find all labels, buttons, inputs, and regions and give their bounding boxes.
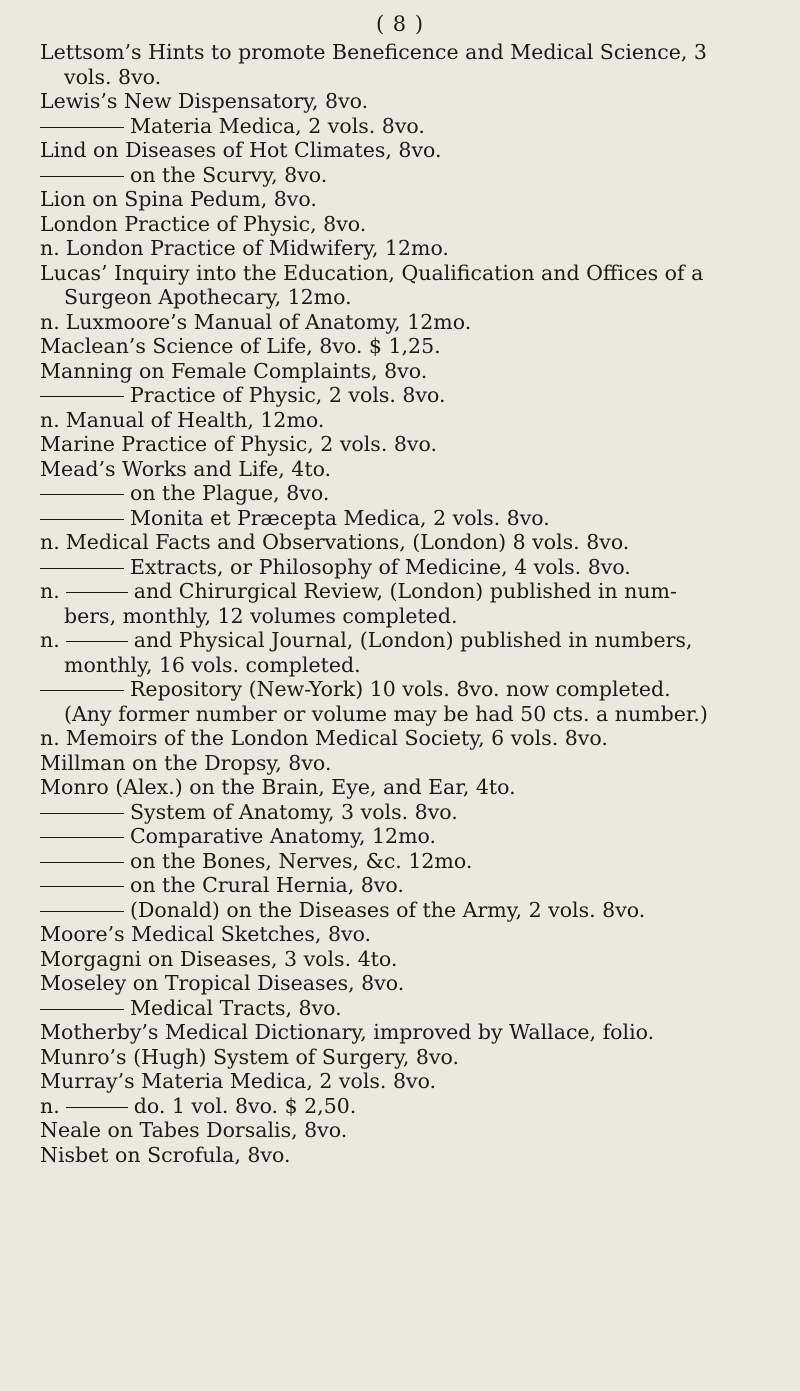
entry-text: Mead’s Works and Life, 4to. — [40, 456, 332, 481]
catalogue-entry — [40, 481, 788, 506]
entry-text: Lucas’ Inquiry into the Education, Qualification and Offices of a — [40, 260, 704, 285]
catalogue-entry — [40, 653, 788, 678]
entry-text: vols. 8vo. — [64, 64, 162, 89]
ditto-rule — [66, 1107, 128, 1108]
catalogue-entry — [40, 898, 788, 923]
catalogue-entry — [40, 359, 788, 384]
catalogue-entry — [40, 751, 788, 776]
entry-text: Murray’s Materia Medica, 2 vols. 8vo. — [40, 1069, 437, 1093]
entry-text: (Any former number or volume may be had 50 cts. a number.) — [64, 701, 708, 726]
entry-text: Lettsom’s Hints to promote Beneficence and Medical Science, 3 — [40, 40, 707, 64]
entry-text: Munro’s (Hugh) System of Surgery, 8vo. — [40, 1044, 460, 1069]
ditto-rule — [40, 396, 124, 397]
catalogue-entry — [40, 163, 788, 188]
catalogue-entry — [40, 996, 788, 1021]
catalogue-entry — [40, 1118, 788, 1143]
catalogue-entry — [40, 334, 788, 359]
entry-text: on the Scurvy, 8vo. — [130, 162, 328, 187]
catalogue-entry — [40, 579, 788, 604]
new-mark: n. — [40, 726, 60, 750]
entry-text: on the Plague, 8vo. — [130, 481, 330, 505]
catalogue-entry — [40, 1045, 788, 1070]
catalogue-entry — [40, 604, 788, 629]
entry-text: (Donald) on the Diseases of the Army, 2 vols. 8vo. — [130, 897, 646, 922]
catalogue-entry — [40, 628, 788, 653]
catalogue-entry — [40, 947, 788, 972]
entry-text: Practice of Physic, 2 vols. 8vo. — [130, 383, 446, 407]
ditto-rule — [40, 886, 124, 887]
entry-text: Lewis’s New Dispensatory, 8vo. — [40, 89, 369, 113]
new-mark: n. — [40, 309, 60, 334]
ditto-rule — [40, 494, 124, 495]
catalogue-entry — [40, 873, 788, 898]
catalogue-entry — [40, 212, 788, 237]
entry-text: Millman on the Dropsy, 8vo. — [40, 750, 332, 775]
ditto-rule — [40, 127, 124, 128]
catalogue-entry — [40, 285, 788, 310]
entry-text: Maclean’s Science of Life, 8vo. $ 1,25. — [40, 334, 441, 358]
entry-text: Memoirs of the London Medical Society, 6 vols. 8vo. — [65, 726, 608, 750]
catalogue-entry — [40, 89, 788, 114]
catalogue-entry — [40, 726, 788, 751]
entry-text: Repository (New-York) 10 vols. 8vo. now completed. — [130, 677, 671, 701]
ditto-rule — [66, 641, 128, 642]
entry-text: Nisbet on Scrofula, 8vo. — [40, 1142, 291, 1167]
entry-text: Medical Tracts, 8vo. — [130, 995, 342, 1020]
book-list — [40, 40, 788, 1167]
entry-text: System of Anatomy, 3 vols. 8vo. — [130, 799, 458, 824]
ditto-rule — [40, 690, 124, 691]
entry-text: Neale on Tabes Dorsalis, 8vo. — [40, 1118, 348, 1142]
entry-text: Moore’s Medical Sketches, 8vo. — [40, 922, 372, 946]
ditto-rule — [40, 176, 124, 177]
catalogue-entry — [40, 775, 788, 800]
entry-text: and Physical Journal, (London) published in numbers, — [133, 628, 693, 652]
entry-text: Monita et Præcepta Medica, 2 vols. 8vo. — [130, 505, 550, 530]
entry-text: Motherby’s Medical Dictionary, improved by Wallace, folio. — [40, 1020, 655, 1044]
catalogue-entry — [40, 40, 788, 65]
entry-text: Luxmoore’s Manual of Anatomy, 12mo. — [65, 309, 472, 334]
entry-text: and Chirurgical Review, (London) published in num- — [133, 579, 677, 603]
entry-text: Materia Medica, 2 vols. 8vo. — [130, 113, 425, 138]
entry-text: London Practice of Physic, 8vo. — [40, 211, 367, 236]
entry-text: Moseley on Tropical Diseases, 8vo. — [40, 971, 405, 995]
catalogue-entry — [40, 408, 788, 433]
new-mark: n. — [40, 579, 60, 603]
catalogue-entry — [40, 677, 788, 702]
catalogue-entry — [40, 1020, 788, 1045]
entry-text: Manning on Female Complaints, 8vo. — [40, 358, 428, 383]
new-mark: n. — [40, 407, 60, 432]
entry-text: on the Bones, Nerves, &c. 12mo. — [130, 848, 473, 873]
entry-text: Comparative Anatomy, 12mo. — [130, 824, 437, 848]
entry-text: Marine Practice of Physic, 2 vols. 8vo. — [40, 432, 437, 456]
ditto-rule — [40, 519, 124, 520]
catalogue-entry — [40, 824, 788, 849]
ditto-rule — [40, 837, 124, 838]
ditto-rule — [40, 1009, 124, 1010]
catalogue-entry — [40, 236, 788, 261]
catalogue-entry — [40, 432, 788, 457]
catalogue-entry — [40, 310, 788, 335]
catalogue-entry — [40, 383, 788, 408]
entry-text: Lind on Diseases of Hot Climates, 8vo. — [40, 138, 442, 162]
catalogue-entry — [40, 261, 788, 286]
catalogue-entry — [40, 971, 788, 996]
catalogue-entry — [40, 457, 788, 482]
entry-text: Surgeon Apothecary, 12mo. — [64, 285, 352, 309]
entry-text: Extracts, or Philosophy of Medicine, 4 vols. 8vo. — [130, 554, 631, 579]
catalogue-entry — [40, 530, 788, 555]
catalogue-entry — [40, 138, 788, 163]
ditto-rule — [40, 911, 124, 912]
catalogue-entry — [40, 506, 788, 531]
catalogue-entry — [40, 702, 788, 727]
entry-text: Morgagni on Diseases, 3 vols. 4to. — [40, 946, 398, 971]
ditto-rule — [40, 568, 124, 569]
ditto-rule — [66, 592, 128, 593]
catalogue-entry — [40, 114, 788, 139]
entry-text: Medical Facts and Observations, (London) 8 vols. 8vo. — [65, 530, 630, 554]
entry-text: monthly, 16 vols. completed. — [64, 652, 361, 677]
new-mark: n. — [40, 628, 60, 652]
catalogue-entry — [40, 65, 788, 90]
new-mark: n. — [40, 1093, 60, 1118]
catalogue-entry — [40, 1069, 788, 1094]
entry-text: Monro (Alex.) on the Brain, Eye, and Ear, 4to. — [40, 775, 516, 799]
catalogue-entry — [40, 1094, 788, 1119]
new-mark: n. — [40, 530, 60, 554]
entry-text: do. 1 vol. 8vo. $ 2,50. — [133, 1093, 357, 1118]
entry-text: on the Crural Hernia, 8vo. — [130, 873, 404, 897]
catalogue-entry — [40, 922, 788, 947]
catalogue-entry — [40, 555, 788, 580]
entry-text: London Practice of Midwifery, 12mo. — [65, 236, 449, 260]
page-number: ( 8 ) — [375, 12, 425, 36]
catalogue-entry — [40, 849, 788, 874]
catalogue-entry — [40, 187, 788, 212]
entry-text: bers, monthly, 12 volumes completed. — [64, 603, 458, 628]
ditto-rule — [40, 813, 124, 814]
entry-text: Lion on Spina Pedum, 8vo. — [40, 187, 317, 211]
catalogue-entry — [40, 800, 788, 825]
new-mark: n. — [40, 236, 60, 260]
ditto-rule — [40, 862, 124, 863]
catalogue-entry — [40, 1143, 788, 1168]
entry-text: Manual of Health, 12mo. — [65, 407, 325, 432]
